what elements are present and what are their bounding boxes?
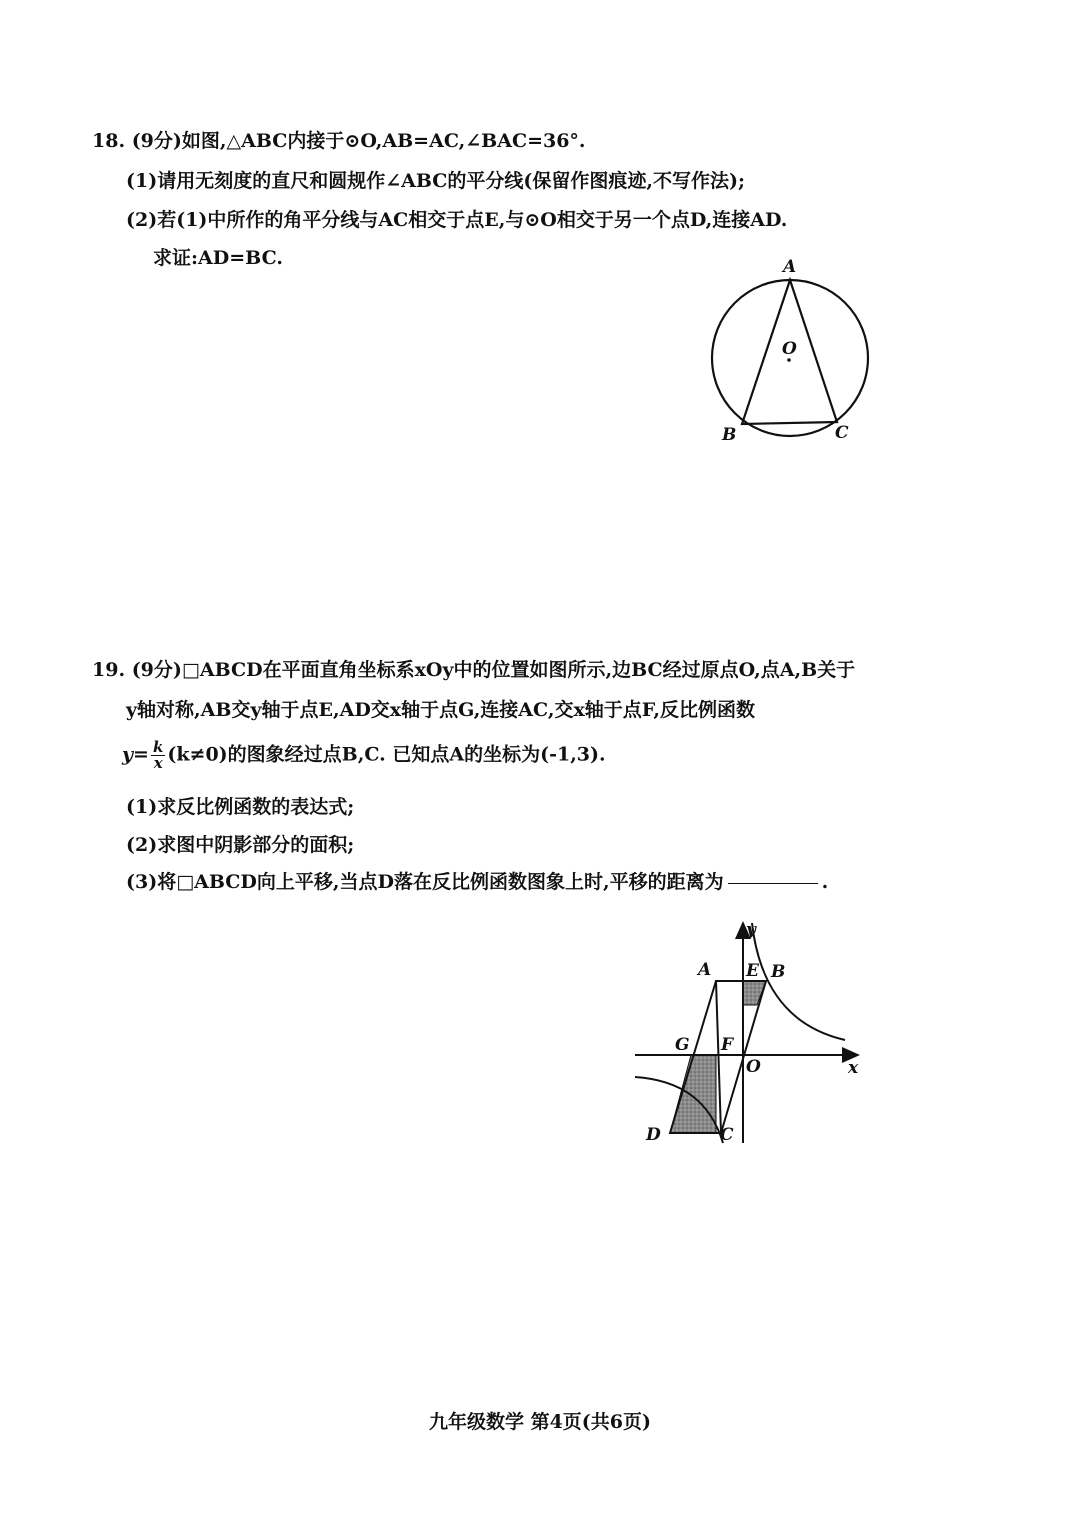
q18-part1: (1)请用无刻度的直尺和圆规作∠ABC的平分线(保留作图痕迹,不写作法); [126,170,746,192]
label-o: O [782,339,797,359]
q18-number: 18. [92,130,126,152]
q19-stem-line3 [122,740,606,771]
label-c: C [720,1125,734,1145]
q19-part2: (2)求图中阴影部分的面积; [126,834,355,856]
q19-score: (9分) [131,659,182,681]
q18-score: (9分) [131,130,182,152]
diagonal-ac [716,981,721,1133]
fraction-numerator: k [152,738,164,756]
shaded-region-bottom [670,1055,716,1133]
fraction-denominator: x [153,754,163,772]
q18-circle-diagram [700,250,880,450]
label-c: C [835,423,849,443]
q19-stem-1: □ABCD在平面直角坐标系xOy中的位置如图所示,边BC经过原点O,点A,B关于 [181,659,856,681]
q19-stem-3: (k≠0)的图象经过点B,C. 已知点A的坐标为(-1,3). [167,743,606,766]
q18-stem: 如图,△ABC内接于⊙O,AB=AC,∠BAC=36°. [181,130,586,152]
label-b: B [771,962,786,982]
label-o: O [746,1057,761,1077]
label-g: G [675,1035,690,1055]
answer-blank [728,883,818,884]
q19-number: 19. [92,659,126,681]
q18-stem-line [92,128,586,154]
q18-part2: (2)若(1)中所作的角平分线与AC相交于点E,与⊙O相交于另一个点D,连接AD. [126,209,788,231]
q19-stem-line2: y轴对称,AB交y轴于点E,AD交x轴于点G,连接AC,交x轴于点F,反比例函数 [126,699,755,721]
label-e: E [746,961,759,981]
label-x: x [848,1058,859,1078]
label-a: A [698,960,712,980]
q19-figure [630,915,870,1159]
label-y: y [746,920,756,940]
page-footer: 九年级数学 第4页(共6页) [428,1411,652,1433]
q18-prove: 求证:AD=BC. [153,247,283,269]
label-f: F [721,1035,734,1055]
q19-stem-line1 [92,657,855,683]
q19-part1: (1)求反比例函数的表达式; [126,796,355,818]
q19-part3: (3)将□ABCD向上平移,当点D落在反比例函数图象上时,平移的距离为 [126,871,724,893]
label-b: B [722,425,737,445]
q19-func-prefix: y= [122,743,149,766]
q19-fraction [151,740,165,771]
q18-figure [700,250,880,454]
q19-part3-line [126,869,828,895]
label-a: A [783,257,797,277]
q19-part3-end: . [821,871,829,893]
q19-coordinate-diagram [630,915,870,1155]
label-d: D [646,1125,661,1145]
